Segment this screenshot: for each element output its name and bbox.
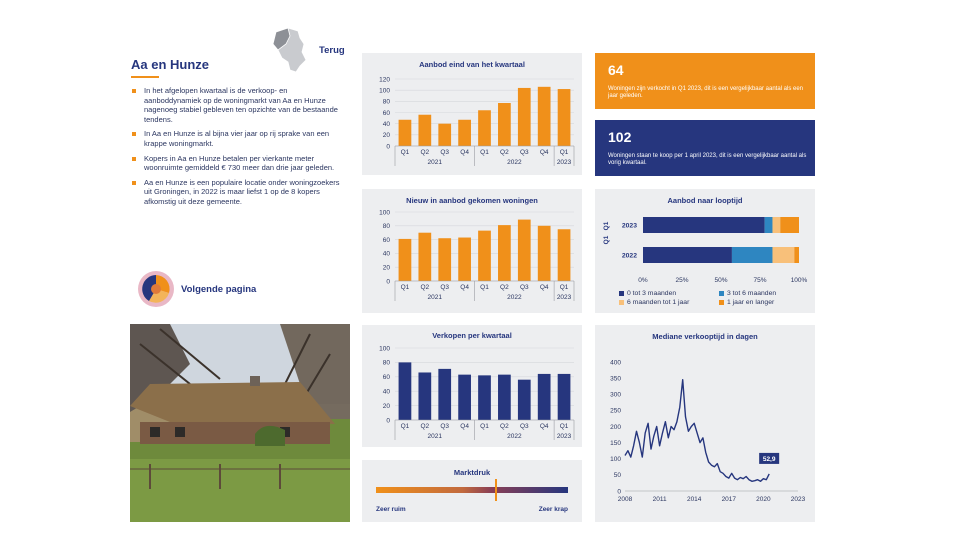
bar xyxy=(478,231,491,281)
year-label: 2022 xyxy=(507,294,522,301)
bar xyxy=(558,229,571,281)
x-tick-label: Q1 xyxy=(480,149,489,156)
x-tick-label: Q1 xyxy=(400,149,410,156)
sold-description: Woningen zijn verkocht in Q1 2023, dit is een vergelijkbaar aantal als een jaar geleden. xyxy=(608,86,804,100)
x-tick-label: 25% xyxy=(675,277,689,284)
y-tick-label: 60 xyxy=(382,109,390,117)
bar-segment xyxy=(732,247,773,263)
y-tick-label: 40 xyxy=(382,388,390,396)
y-tick-label: 60 xyxy=(382,236,390,244)
x-tick-label: 2020 xyxy=(756,496,771,503)
chart-title: Mediane verkooptijd in dagen xyxy=(652,332,758,341)
legend-label: 0 tot 3 maanden xyxy=(627,290,677,297)
title-underline xyxy=(131,76,159,78)
bar xyxy=(518,220,531,281)
y-tick-label: 80 xyxy=(382,223,390,231)
y-tick-label: 100 xyxy=(379,209,390,217)
y-tick-label: 300 xyxy=(610,391,621,399)
legend-swatch xyxy=(619,291,624,296)
x-tick-label: Q2 xyxy=(500,149,509,156)
x-tick-label: Q2 xyxy=(420,149,430,156)
bar xyxy=(399,239,412,281)
supply-chart xyxy=(362,53,582,175)
x-tick-label: 2011 xyxy=(652,496,667,503)
bar xyxy=(478,110,491,146)
bar xyxy=(538,226,551,281)
y-tick-label: 250 xyxy=(610,407,621,415)
bar-segment xyxy=(643,217,765,233)
bar xyxy=(538,87,551,146)
x-tick-label: Q4 xyxy=(460,423,469,430)
legend-swatch xyxy=(719,300,724,305)
pressure-high-label: Zeer krap xyxy=(538,506,568,513)
chart-card-listing-age xyxy=(595,189,815,313)
sales-chart xyxy=(362,325,582,447)
back-link[interactable]: Terug xyxy=(319,45,345,56)
x-tick-label: Q4 xyxy=(539,149,549,156)
x-tick-label: Q1 xyxy=(400,423,410,430)
pressure-low-label: Zeer ruim xyxy=(376,506,406,513)
group-label: Q1 xyxy=(603,235,610,245)
bar xyxy=(518,88,531,146)
x-tick-label: Q2 xyxy=(500,284,509,291)
for-sale-count: 102 xyxy=(608,129,632,145)
x-tick-label: Q1 xyxy=(559,149,569,156)
bar xyxy=(399,362,412,420)
chart-title: Aanbod naar looptijd xyxy=(667,196,743,205)
y-tick-label: 80 xyxy=(382,359,390,367)
region-map-icon xyxy=(270,26,316,74)
bar xyxy=(458,120,471,146)
row-label: 2022 xyxy=(621,252,637,260)
x-tick-label: Q3 xyxy=(519,423,529,430)
y-tick-label: 0 xyxy=(386,143,390,151)
chart-title: Nieuw in aanbod gekomen woningen xyxy=(406,196,538,205)
year-label: 2023 xyxy=(556,294,572,301)
x-tick-label: 75% xyxy=(753,277,767,284)
x-tick-label: Q1 xyxy=(400,284,410,291)
chart-card-new-listings xyxy=(362,189,582,313)
x-tick-label: Q2 xyxy=(500,423,509,430)
for-sale-description: Woningen staan te koop per 1 april 2023, dit is een vergelijkbaar aantal als vorig kwartaal. xyxy=(608,153,807,167)
market-pressure-marker xyxy=(495,479,497,501)
bar-segment xyxy=(794,247,799,263)
y-tick-label: 80 xyxy=(382,98,390,106)
y-tick-label: 0 xyxy=(386,278,390,286)
y-tick-label: 350 xyxy=(610,375,621,383)
bar xyxy=(498,225,511,281)
bar-segment xyxy=(643,247,732,263)
y-tick-label: 20 xyxy=(382,402,390,410)
x-tick-label: 2008 xyxy=(617,496,633,503)
legend-item xyxy=(719,290,776,297)
sale-time-chart xyxy=(595,325,815,522)
bar xyxy=(458,375,471,420)
x-tick-label: Q4 xyxy=(539,423,549,430)
x-tick-label: Q4 xyxy=(460,284,469,291)
market-pressure-scale xyxy=(376,487,568,493)
x-tick-label: Q3 xyxy=(519,284,529,291)
key-point: In het afgelopen kwartaal is de verkoop- en aanboddynamiek op de woningmarkt van Aa en Hunze nagenoeg stabiel gebleven ten opzichte van de bestaande tendens. xyxy=(131,86,346,124)
chart-card-sales xyxy=(362,325,582,447)
bar xyxy=(538,374,551,420)
x-tick-label: 100% xyxy=(790,277,808,284)
bar xyxy=(438,238,451,281)
x-tick-label: Q2 xyxy=(420,423,430,430)
y-tick-label: 120 xyxy=(379,76,390,84)
y-tick-label: 50 xyxy=(613,472,621,480)
x-tick-label: Q2 xyxy=(420,284,430,291)
y-tick-label: 200 xyxy=(610,423,621,431)
bar xyxy=(478,375,491,420)
bar-segment xyxy=(772,247,794,263)
x-tick-label: Q3 xyxy=(519,149,529,156)
market-pressure-title: Marktdruk xyxy=(453,468,491,477)
year-label: 2023 xyxy=(556,159,572,166)
legend-item xyxy=(619,290,676,297)
bar xyxy=(458,238,471,281)
y-tick-label: 0 xyxy=(617,488,621,496)
y-tick-label: 20 xyxy=(382,264,390,272)
x-tick-label: Q1 xyxy=(480,284,489,291)
year-label: 2022 xyxy=(507,433,522,440)
legend-item xyxy=(719,299,774,306)
key-point: Aa en Hunze is een populaire locatie onder woningzoekers uit Groningen, in 2022 is maar liefst 1 op de 8 kopers afkomstig uit deze gemeente. xyxy=(131,178,346,207)
bar xyxy=(558,89,571,146)
last-value-label: 52,9 xyxy=(762,455,776,463)
market-pressure-card xyxy=(362,460,582,522)
y-tick-label: 60 xyxy=(382,374,390,382)
bar xyxy=(418,233,431,281)
next-page-button[interactable] xyxy=(137,270,256,308)
x-tick-label: Q4 xyxy=(460,149,469,156)
x-tick-label: Q1 xyxy=(480,423,489,430)
y-tick-label: 20 xyxy=(382,132,390,140)
bar xyxy=(418,115,431,146)
legend-swatch xyxy=(719,291,724,296)
bar xyxy=(518,380,531,420)
row-label: 2023 xyxy=(621,222,637,230)
key-point: Kopers in Aa en Hunze betalen per vierkante meter woonruimte gemiddeld € 730 meer dan drie jaar geleden. xyxy=(131,154,346,173)
y-tick-label: 40 xyxy=(382,250,390,258)
x-tick-label: Q4 xyxy=(539,284,549,291)
bar-segment xyxy=(765,217,773,233)
bar xyxy=(418,372,431,420)
y-tick-label: 0 xyxy=(386,417,390,425)
y-tick-label: 100 xyxy=(379,87,390,95)
sold-count: 64 xyxy=(608,62,624,78)
key-points-list xyxy=(131,86,346,212)
pie-icon xyxy=(137,270,175,308)
bar xyxy=(558,374,571,420)
bar-segment xyxy=(780,217,799,233)
y-tick-label: 100 xyxy=(610,456,621,464)
key-point: In Aa en Hunze is al bijna vier jaar op rij sprake van een krappe woningmarkt. xyxy=(131,129,346,148)
y-tick-label: 100 xyxy=(379,345,390,353)
bar xyxy=(438,124,451,146)
y-tick-label: 150 xyxy=(610,439,621,447)
x-tick-label: Q1 xyxy=(559,284,569,291)
chart-card-sale-time xyxy=(595,325,815,522)
x-tick-label: 50% xyxy=(714,277,728,284)
x-tick-label: Q1 xyxy=(559,423,569,430)
chart-title: Aanbod eind van het kwartaal xyxy=(419,60,525,69)
x-tick-label: Q3 xyxy=(440,149,450,156)
bar xyxy=(399,120,412,146)
y-tick-label: 40 xyxy=(382,120,390,128)
chart-title: Verkopen per kwartaal xyxy=(432,331,512,340)
group-label: Q1 xyxy=(603,221,610,231)
y-tick-label: 400 xyxy=(610,359,621,367)
chart-card-supply xyxy=(362,53,582,175)
bar xyxy=(498,103,511,146)
legend-swatch xyxy=(619,300,624,305)
page-title: Aa en Hunze xyxy=(131,57,210,72)
next-page-label: Volgende pagina xyxy=(181,283,257,295)
legend-label: 1 jaar en langer xyxy=(727,299,775,306)
x-tick-label: 2023 xyxy=(790,496,806,503)
legend-label: 6 maanden tot 1 jaar xyxy=(627,299,690,306)
sold-stat-card xyxy=(595,53,815,109)
new-listings-chart xyxy=(362,189,582,313)
x-tick-label: Q3 xyxy=(440,284,450,291)
year-label: 2022 xyxy=(507,159,522,166)
year-label: 2021 xyxy=(427,433,443,440)
bar xyxy=(498,375,511,420)
year-label: 2021 xyxy=(427,159,443,166)
farmhouse-photo xyxy=(130,324,350,522)
bar xyxy=(438,369,451,420)
x-tick-label: 2014 xyxy=(686,496,702,503)
x-tick-label: 2017 xyxy=(721,496,737,503)
x-tick-label: Q3 xyxy=(440,423,450,430)
year-label: 2021 xyxy=(427,294,443,301)
year-label: 2023 xyxy=(556,433,572,440)
legend-item xyxy=(619,299,689,306)
series-line xyxy=(625,380,769,482)
bar-segment xyxy=(772,217,780,233)
for-sale-stat-card xyxy=(595,120,815,176)
legend-label: 3 tot 6 maanden xyxy=(727,290,777,297)
x-tick-label: 0% xyxy=(638,277,648,284)
